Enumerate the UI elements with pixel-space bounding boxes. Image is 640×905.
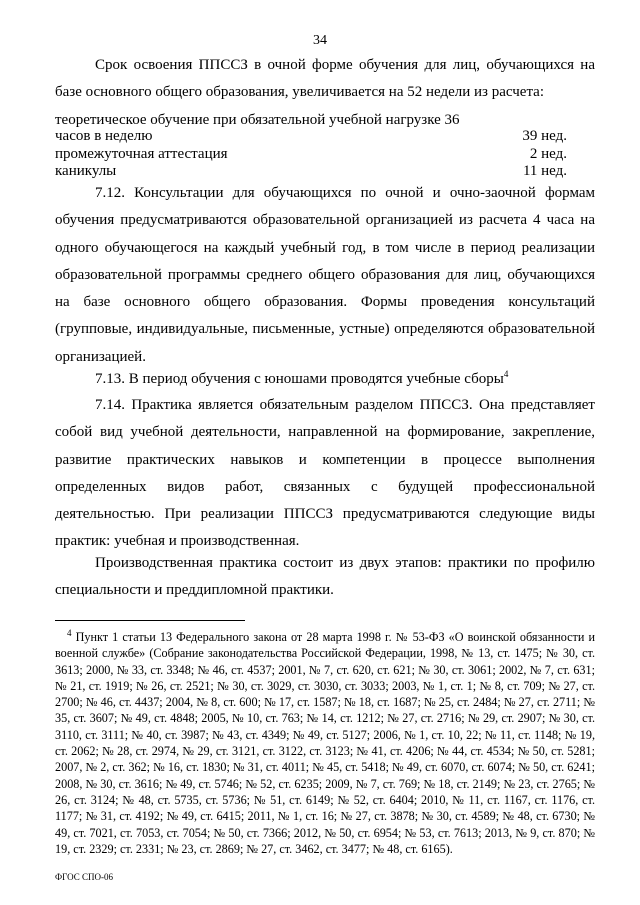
footnote <box>55 629 595 857</box>
paragraph-7-14: 7.14. Практика является обязательным разделом ППССЗ. Она представляет собой вид учебной деятельности, направленной на формирование, закрепление, развитие практических навыков и компетенции в процессе выполнения определенных видов работ, связанных с будущей профессиональной деятельностью. При реализации ППССЗ предусматриваются следующие виды практик: учебная и производственная. <box>55 397 595 550</box>
schedule-label: каникулы <box>55 163 117 179</box>
intro-paragraph: Срок освоения ППССЗ в очной форме обучения для лиц, обучающихся на базе основного общего образования, увеличивается на 52 недели из расчета: <box>55 57 595 101</box>
schedule-label: промежуточная аттестация <box>55 146 228 162</box>
document-code: ФГОС СПО-06 <box>55 872 113 882</box>
schedule-row-attestation <box>55 146 595 162</box>
paragraph-7-12: 7.12. Консультации для обучающихся по очной и очно-заочной формам обучения предусматриваются образовательной организацией из расчета 4 часа на одного обучающегося на каждый учебный год, в том числе в период реализации образовательной программы среднего общего образования для лиц, обучающихся на базе основного общего образования. Формы проведения консультаций (групповые, индивидуальные, письменные, устные) определяются образовательной организацией. <box>55 185 595 365</box>
paragraph-7-13-text: 7.13. В период обучения с юношами проводятся учебные сборы <box>95 371 504 387</box>
schedule-row-holidays <box>55 163 595 179</box>
schedule-value: 2 нед. <box>529 146 567 162</box>
schedule-label: теоретическое обучение при обязательной учебной нагрузке 36 часов в неделю <box>55 112 460 144</box>
schedule-value: 39 нед. <box>522 128 567 144</box>
footnote-divider <box>55 620 245 621</box>
footnote-text: Пункт 1 статьи 13 Федерального закона от 28 марта 1998 г. № 53-ФЗ «О воинской обязанности и военной службе» (Собрание законодательства Российской Федерации, 1998, № 13, ст. 1475; № 30, ст. 3613; 2000, № 33, ст. 3348; № 46, ст. 4537; 2001, № 7, ст. 620, ст. 621; № 30, ст. 3061; 2002, № 7, ст. 631; № 21, ст. 1919; № 26, ст. 2521; № 30, ст. 3029, ст. 3030, ст. 3033; 2003, № 1, ст. 1; № 8, ст. 709; № 27, ст. 2700; № 46, ст. 4437; 2004, № 8, ст. 600; № 17, ст. 1587; № 18, ст. 1687; № 25, ст. 2484; № 27, ст. 2711; № 35, ст. 3607; № 49, ст. 4848; 2005, № 10, ст. 763; № 14, ст. 1212; № 27, ст. 2716; № 29, ст. 2907; № 30, ст. 3110, ст. 3111; № 40, ст. 3987; № 43, ст. 4349; № 49, ст. 5127; 2006, № 1, ст. 10, 22; № 11, ст. 1148; № 19, ст. 2062; № 28, ст. 2974, № 29, ст. 3121, ст. 3122, ст. 3123; № 41, ст. 4206; № 44, ст. 4534; № 50, ст. 5281; 2007, № 2, ст. 362; № 16, ст. 1830; № 31, ст. 4011; № 45, ст. 5418; № 49, ст. 6070, ст. 6074; № 50, ст. 6241; 2008, № 30, ст. 3616; № 49, ст. 5746; № 52, ст. 6235; 2009, № 7, ст. 769; № 18, ст. 2149; № 23, ст. 2765; № 26, ст. 3124; № 48, ст. 5735, ст. 5736; № 51, ст. 6149; № 52, ст. 6404; 2010, № 11, ст. 1167, ст. 1176, ст. 1177; № 31, ст. 4192; № 49, ст. 6415; 2011, № 1, ст. 16; № 27, ст. 3878; № 30, ст. 4589; № 48, ст. 6730; № 49, ст. 7021, ст. 7053, ст. 7054; № 50, ст. 7366; 2012, № 50, ст. 6954; № 53, ст. 7613; 2013, № 9, ст. 870; № 19, ст. 2329; ст. 2331; № 23, ст. 2869; № 27, ст. 3462, ст. 3477; № 48, ст. 6165). <box>55 630 595 856</box>
page-number: 34 <box>313 33 327 48</box>
paragraph-practice: Производственная практика состоит из двух этапов: практики по профилю специальности и преддипломной практики. <box>55 555 595 599</box>
schedule-row-theory <box>55 112 475 144</box>
footnote-mark: 4 <box>67 627 72 638</box>
paragraph-7-13 <box>55 366 595 393</box>
schedule-value: 11 нед. <box>522 163 567 179</box>
footnote-reference: 4 <box>503 369 509 379</box>
